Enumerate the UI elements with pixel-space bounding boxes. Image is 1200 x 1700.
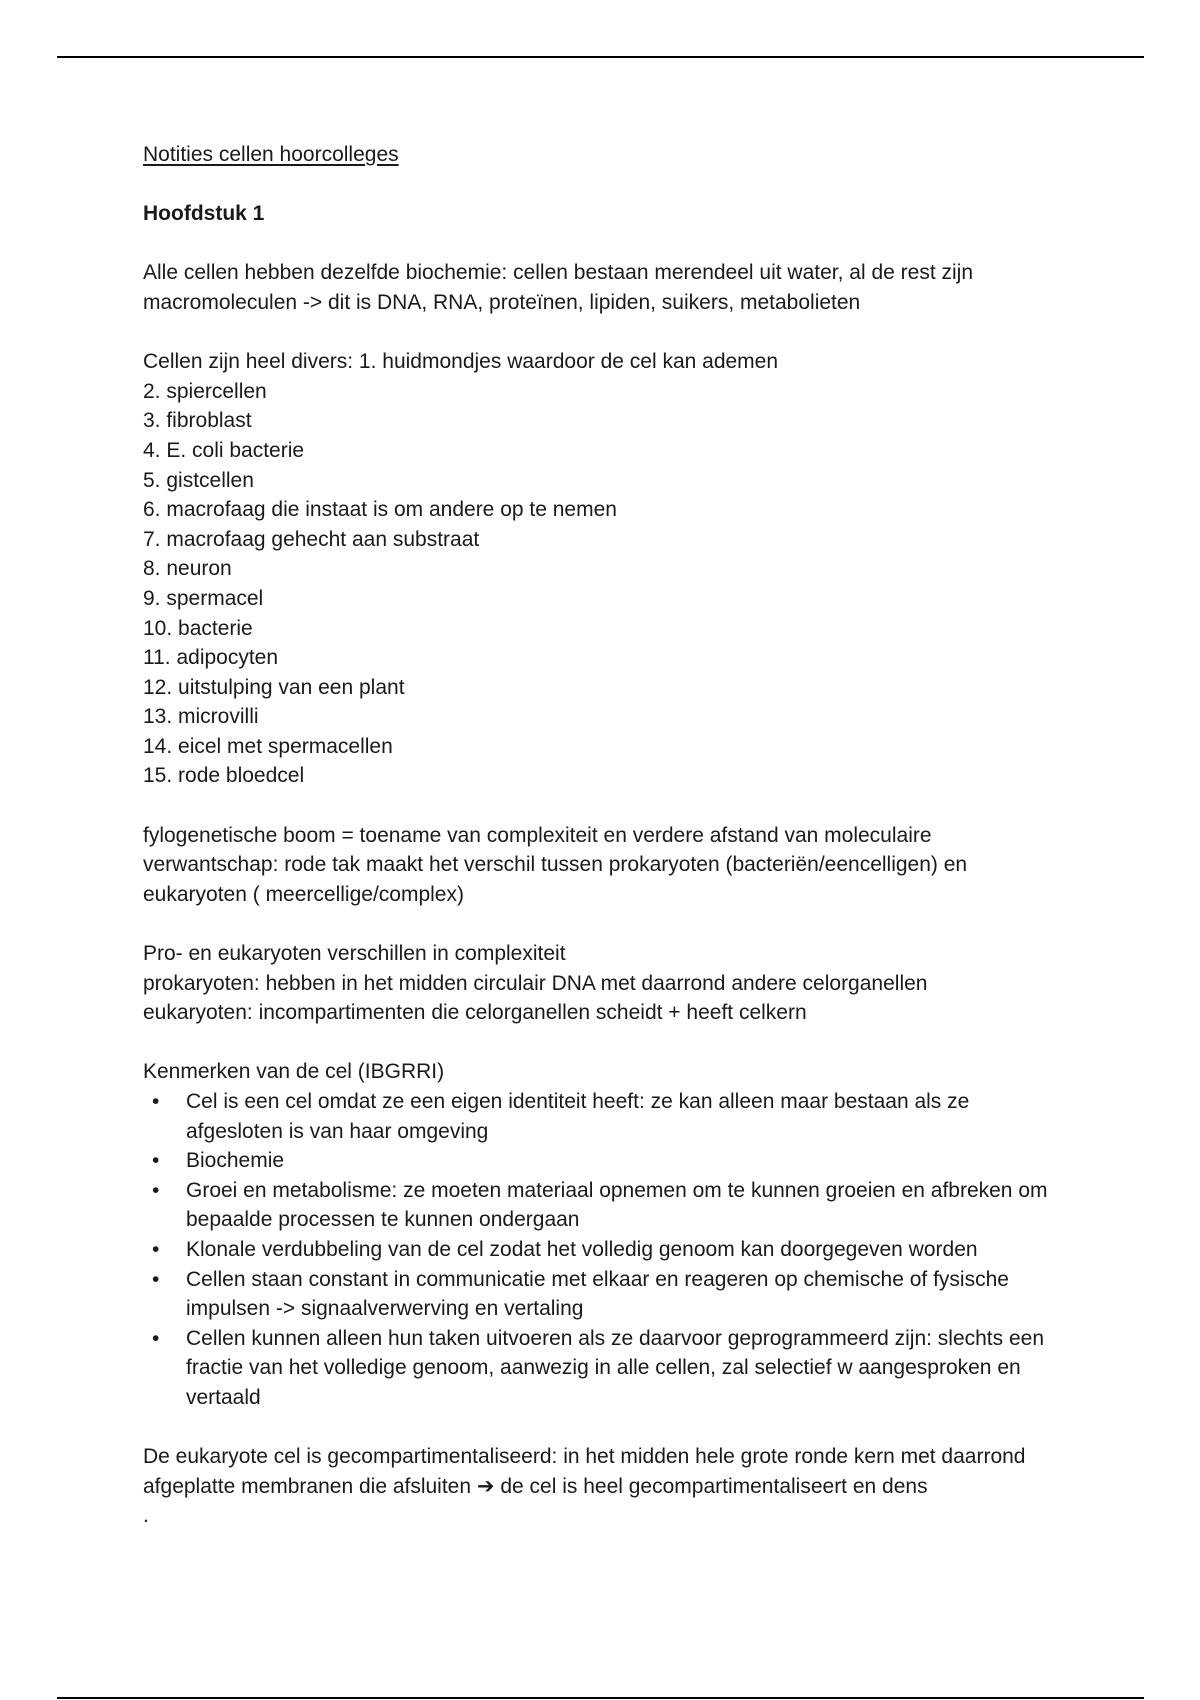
bullet-icon: • [152,1090,160,1113]
list-item-text: Cellen staan constant in communicatie met elkaar en reageren op chemische of fysische impulsen -> signaalverwerving en vertaling [186,1267,1009,1321]
list-item-text: Biochemie [186,1149,285,1173]
proeu-line-1: Pro- en eukaryoten verschillen in complexiteit [143,942,566,966]
header-rule [57,56,1144,58]
proeu-line-2: prokaryoten: hebben in het midden circulair DNA met daarrond andere celorganellen [143,971,928,995]
list-item [143,1146,1063,1176]
eukaryote-text-part1: De eukaryote cel is gecompartimentaliseerd: in het midden hele grote ronde kern met daarrond afgeplatte membranen die afsluiten [143,1445,1026,1498]
kenmerken-list [143,1087,1063,1413]
list-item [143,1176,1063,1235]
arrow-right-icon: ➔ [476,1474,495,1498]
list-item: 7. macrofaag gehecht aan substraat [143,527,480,551]
bullet-icon: • [152,1237,160,1261]
list-item: 14. eicel met spermacellen [143,734,393,758]
list-item-text: Klonale verdubbeling van de cel zodat het volledig genoom kan doorgegeven worden [186,1237,978,1261]
footer-rule [57,1697,1144,1699]
list-item: 3. fibroblast [143,409,252,433]
kenmerken-heading: Kenmerken van de cel (IBGRRI) [143,1060,445,1084]
bullet-icon: • [152,1178,160,1202]
list-item: 5. gistcellen [143,468,254,492]
celltypes-intro: Cellen zijn heel divers: 1. huidmondjes waardoor de cel kan ademen [143,350,779,374]
eukaryote-text-part2: de cel is heel gecompartimentaliseert en dens [500,1474,928,1498]
list-item: 13. microvilli [143,705,259,729]
list-item: 6. macrofaag die instaat is om andere op te nemen [143,498,617,522]
list-item [143,1324,1063,1413]
bullet-icon: • [152,1326,160,1350]
bullet-icon: • [152,1149,160,1173]
paragraph-eukaryote-cel [143,1442,1063,1501]
paragraph-biochemie: Alle cellen hebben dezelfde biochemie: cellen bestaan merendeel uit water, al de rest zijn macromoleculen -> dit is DNA, RNA, proteïnen, lipiden, suikers, metabolieten [143,261,974,314]
document-body [143,140,1063,1531]
list-item: 12. uitstulping van een plant [143,675,405,699]
list-item [143,1265,1063,1324]
list-item-text: Cellen kunnen alleen hun taken uitvoeren als ze daarvoor geprogrammeerd zijn: slechts een fractie van het volledige genoom, aanwezig in alle cellen, zal selectief w aangesproken en vertaald [186,1326,1045,1409]
trailing-dot: . [143,1504,149,1528]
list-item [143,1235,1063,1265]
list-item: 10. bacterie [143,616,253,640]
paragraph-fylogenetische-boom: fylogenetische boom = toename van complexiteit en verdere afstand van moleculaire verwantschap: rode tak maakt het verschil tussen prokaryoten (bacteriën/eencelligen) en eukaryoten ( meercellige/complex) [143,823,968,906]
list-item: 11. adipocyten [143,646,279,670]
list-item [143,1087,1063,1146]
bullet-icon: • [152,1267,160,1291]
chapter-heading: Hoofdstuk 1 [143,202,265,226]
celltypes-list [143,377,1063,791]
list-item: 9. spermacel [143,586,264,610]
list-item-text: Groei en metabolisme: ze moeten materiaal opnemen om te kunnen groeien en afbreken om bepaalde processen te kunnen ondergaan [186,1178,1048,1232]
document-title: Notities cellen hoorcolleges [143,143,399,166]
proeu-line-3: eukaryoten: incompartimenten die celorganellen scheidt + heeft celkern [143,1001,807,1025]
list-item: 15. rode bloedcel [143,764,305,788]
list-item-text: Cel is een cel omdat ze een eigen identiteit heeft: ze kan alleen maar bestaan als ze afgesloten is van haar omgeving [186,1090,970,1143]
list-item: 4. E. coli bacterie [143,438,305,462]
list-item: 2. spiercellen [143,379,267,403]
list-item: 8. neuron [143,557,232,581]
